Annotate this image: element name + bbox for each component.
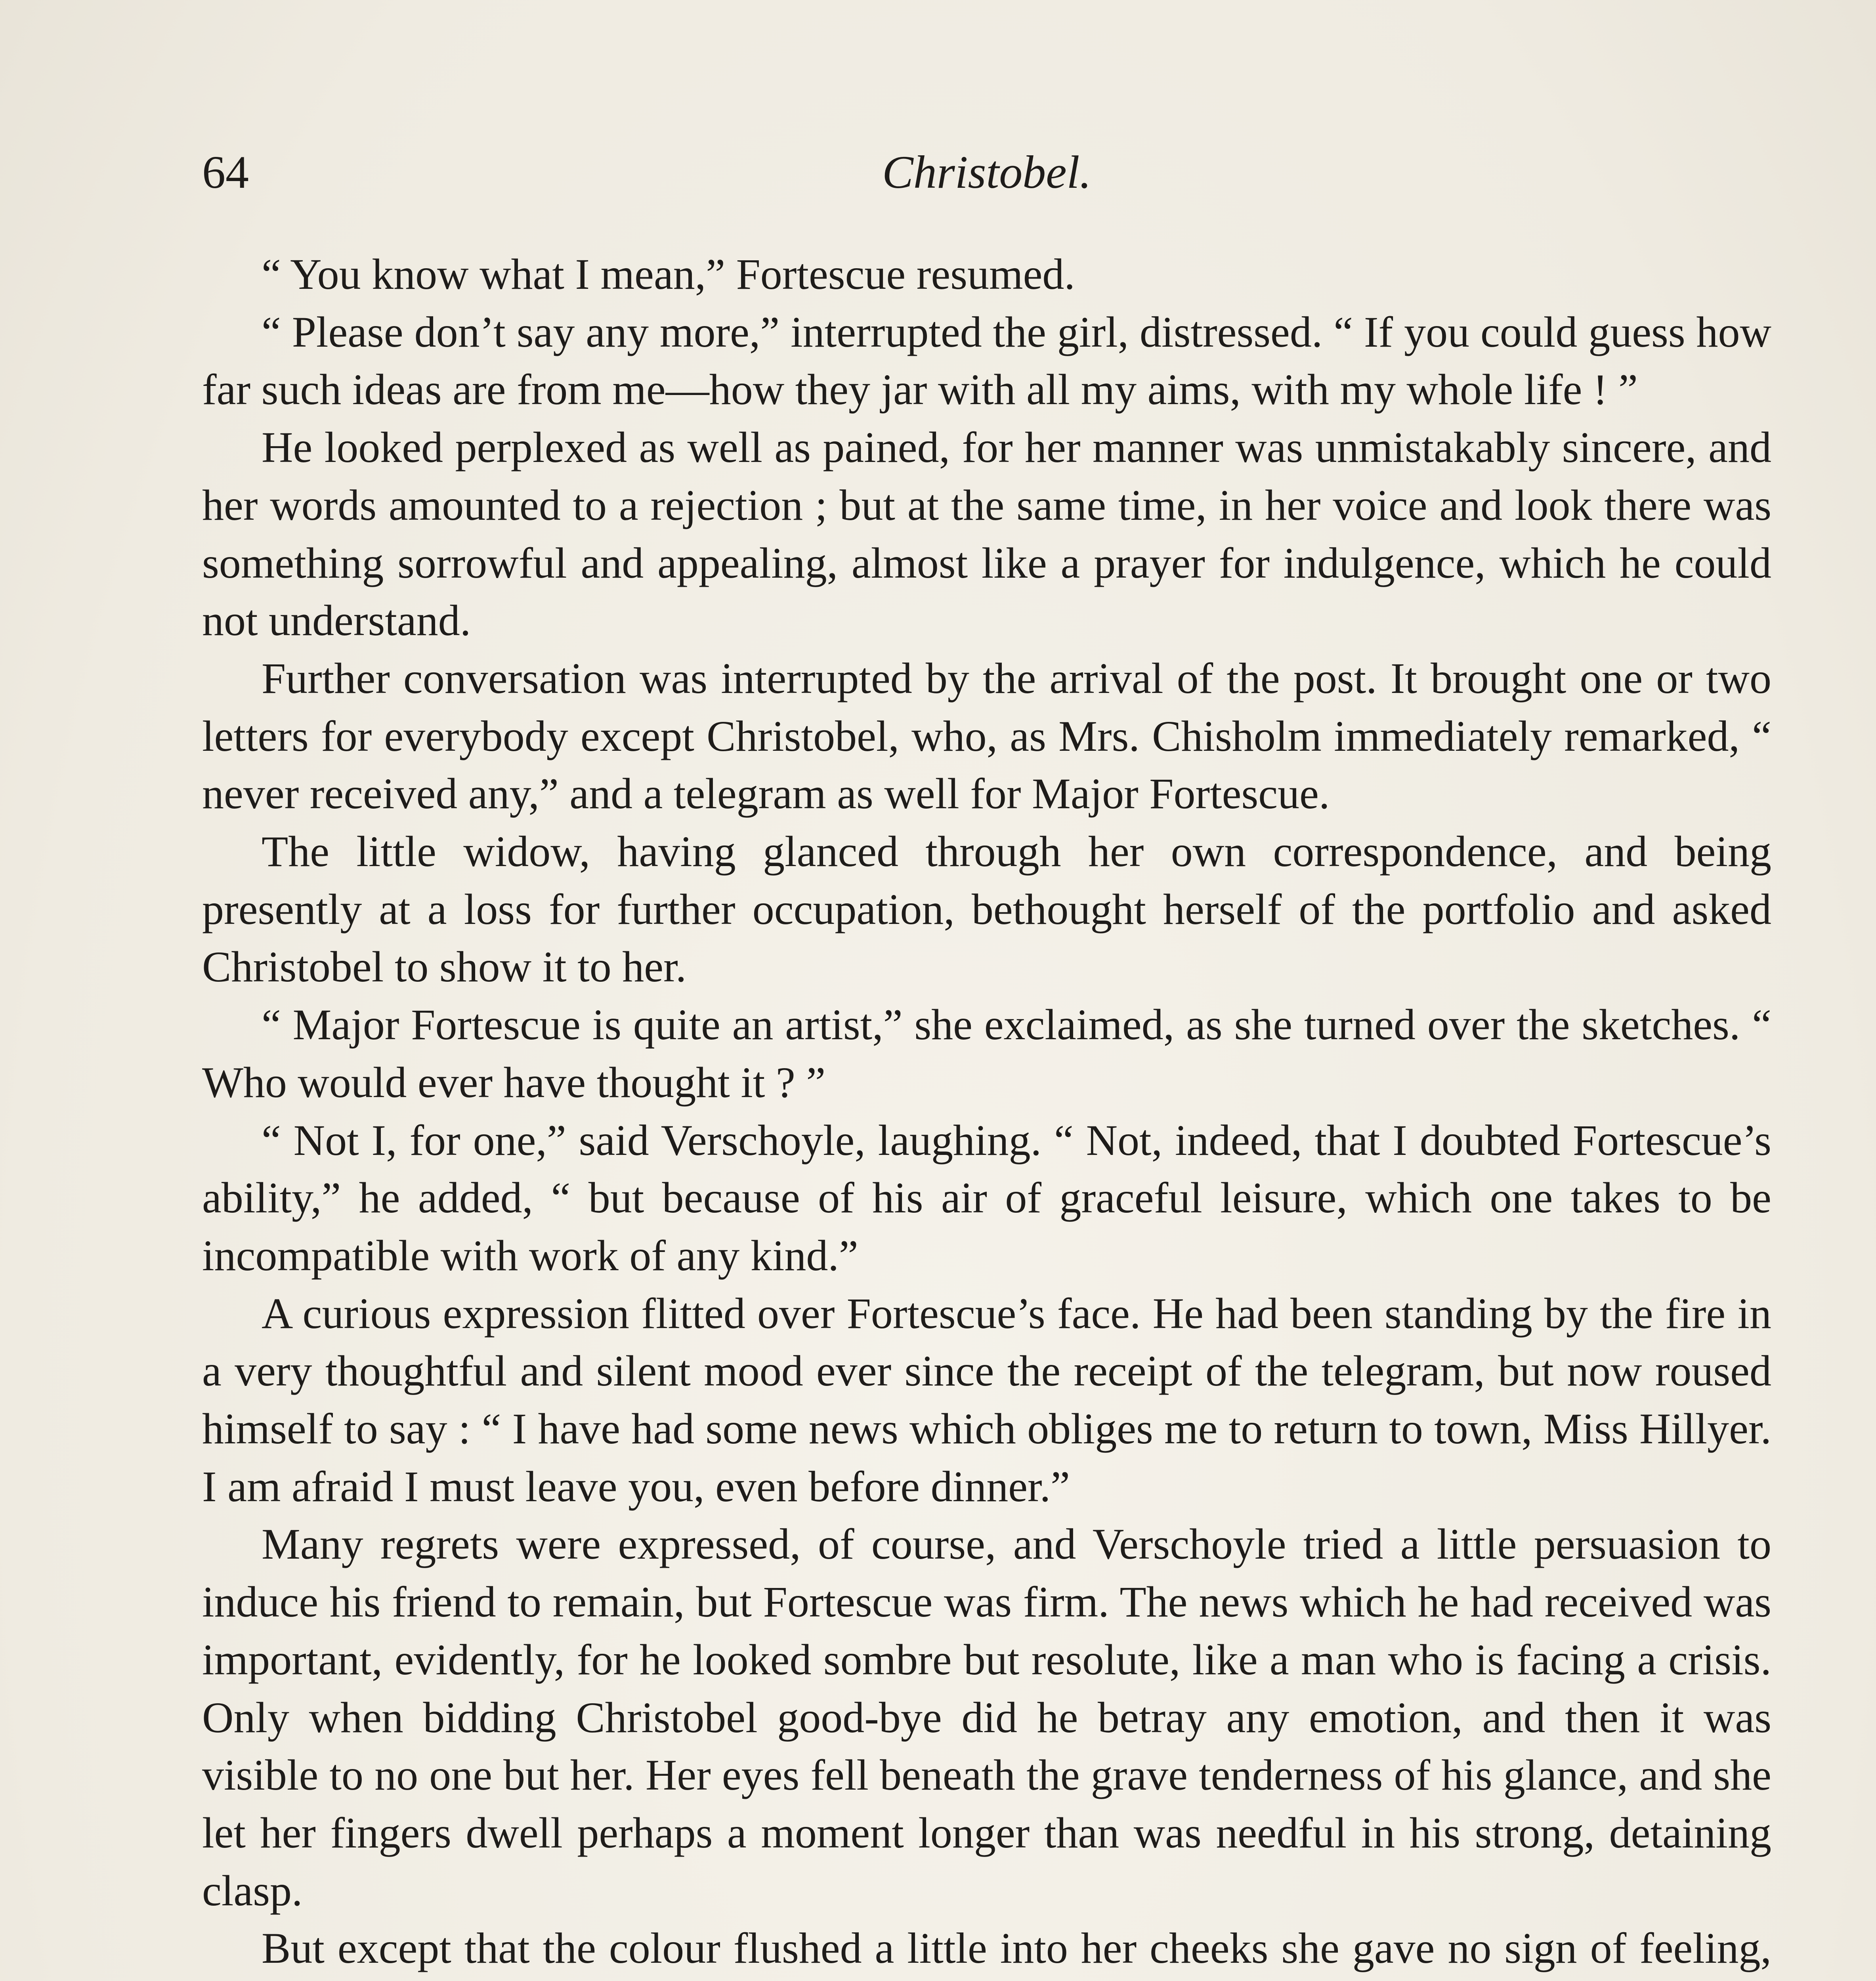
paragraph: “ You know what I mean,” Fortescue resumed. <box>262 250 1075 298</box>
paragraph: Further conversation was interrupted by the arrival of the post. It brought one or two letters for everybody except Christobel, who, as Mrs. Chisholm immediately remarked, “ never received any,” and a telegram as well for Major Fortescue. <box>202 654 1771 818</box>
paragraph: A curious expression flitted over Fortescue’s face. He had been standing by the fire in a very thoughtful and silent mood ever since the receipt of the telegram, but now roused himself to say : “ I have had some news which obliges me to return to town, Miss Hillyer. I am afraid I must leave you, even before dinner.” <box>202 1289 1771 1511</box>
paragraph: “ Please don’t say any more,” interrupted the girl, distressed. “ If you could guess how far such ideas are from me—how they jar with all my aims, with my whole life ! ” <box>202 307 1771 414</box>
paragraph: Many regrets were expressed, of course, and Verschoyle tried a little persuasion to induce his friend to remain, but Fortescue was firm. The news which he had received was important, evidently, for he looked sombre but resolute, like a man who is facing a crisis. Only when bidding Christobel good-bye did he betray any emotion, and then it was visible to no one but her. Her eyes fell beneath the grave tenderness of his glance, and she let her fingers dwell perhaps a moment longer than was needful in his strong, detaining clasp. <box>202 1520 1771 1915</box>
running-title: Christobel. <box>882 146 1091 198</box>
page-header <box>202 143 1771 210</box>
body-text <box>202 246 1771 1981</box>
paragraph: “ Not I, for one,” said Verschoyle, laughing. “ Not, indeed, that I doubted Fortescue’s ability,” he added, “ but because of his air of graceful leisure, which one takes to be incompatible with work of any kind.” <box>202 1116 1771 1280</box>
page-number: 64 <box>202 146 249 198</box>
paragraph: He looked perplexed as well as pained, for her manner was unmistakably sincere, and her words amounted to a rejection ; but at the same time, in her voice and look there was something sorrowful and appealing, almost like a prayer for indulgence, which he could not understand. <box>202 423 1771 645</box>
paragraph: But except that the colour flushed a little into her cheeks she gave no sign of feeling, <box>262 1924 1771 1973</box>
paragraph: The little widow, having glanced through her own correspondence, and being presently at a loss for further occupation, bethought herself of the portfolio and asked Christobel to show it to her. <box>202 827 1771 991</box>
paragraph: “ Major Fortescue is quite an artist,” she exclaimed, as she turned over the sketches. “ Who would ever have thought it ? ” <box>202 1000 1771 1107</box>
